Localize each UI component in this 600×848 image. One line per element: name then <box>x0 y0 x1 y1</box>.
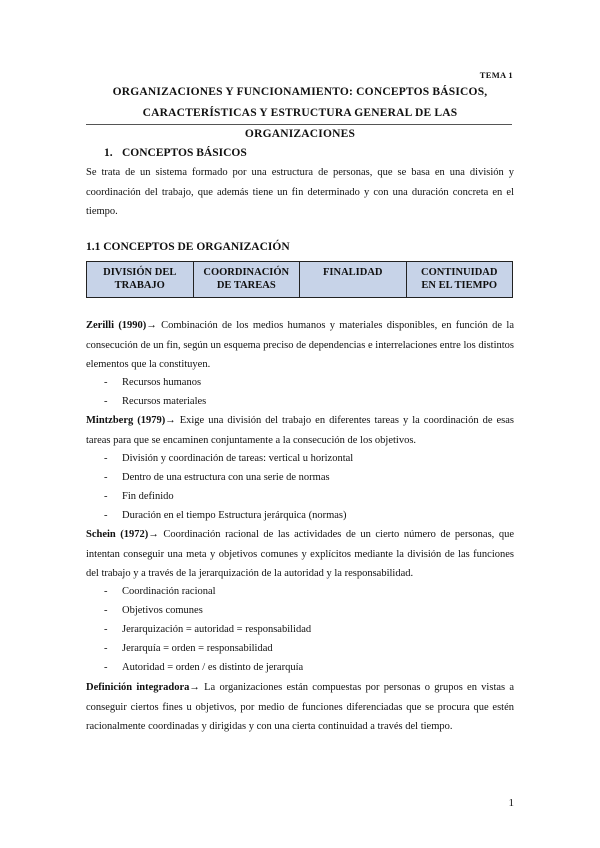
table-cell: CONTINUIDAD EN EL TIEMPO <box>406 262 513 298</box>
table-cell: DIVISIÓN DEL TRABAJO <box>87 262 194 298</box>
list-item: - Jerarquía = orden = responsabilidad <box>104 643 273 654</box>
section-title: CONCEPTOS BÁSICOS <box>122 147 247 159</box>
document-title <box>86 82 514 145</box>
definition-text: Exige una división del trabajo en diferentes tareas y la coordinación de esas tareas para que se encaminen conjuntamente a la consecución de los objetivos. <box>86 415 514 446</box>
page-number: 1 <box>508 797 514 809</box>
mintzberg-list <box>104 449 353 525</box>
author-name: Zerilli (1990) <box>86 320 147 331</box>
list-item: - Autoridad = orden / es distinto de jerarquía <box>104 662 304 673</box>
integradora-definition <box>86 678 514 737</box>
definition-text: Coordinación racional de las actividades de un cierto número de personas, que intentan conseguir una meta y objetivos comunes y explícitos mediante la división de las funciones del trabajo y a través de la jerarquización de la autoridad y la responsabilidad. <box>86 529 515 579</box>
schein-definition <box>86 525 514 584</box>
table-cell: FINALIDAD <box>300 262 407 298</box>
arrow-icon: → <box>148 529 159 540</box>
table-cell: COORDINACIÓN DE TAREAS <box>193 262 300 298</box>
zerilli-list <box>104 373 206 411</box>
author-name: Mintzberg (1979) <box>86 415 166 426</box>
section-heading-1 <box>104 147 247 159</box>
definition-text: La organizaciones están compuestas por personas o grupos en vistas a conseguir ciertos fines u objetivos, por medio de funciones diferenciadas que se procura que estén racionalmente coordinadas y dirigidas y con una cierta continuidad a través del tiempo. <box>86 682 515 732</box>
title-divider <box>86 124 512 125</box>
section-1-paragraph: Se trata de un sistema formado por una estructura de personas, que se basa en una división y coordinación del trabajo, que además tiene un fin determinado y con una duración concreta en el tiempo. <box>86 167 514 217</box>
section-number: 1. <box>104 147 113 159</box>
list-item: - Duración en el tiempo Estructura jerárquica (normas) <box>104 510 347 521</box>
arrow-icon: → <box>189 682 200 693</box>
arrow-icon: → <box>146 320 157 331</box>
concepts-table <box>86 261 513 298</box>
list-item: - División y coordinación de tareas: vertical u horizontal <box>104 453 354 464</box>
tema-label: TEMA 1 <box>479 70 513 80</box>
zerilli-definition <box>86 316 514 375</box>
list-item: - Jerarquización = autoridad = responsabilidad <box>104 624 312 635</box>
list-item: - Recursos humanos <box>104 377 202 388</box>
section-heading-1-1: 1.1 CONCEPTOS DE ORGANIZACIÓN <box>86 241 290 253</box>
list-item: - Dentro de una estructura con una serie de normas <box>104 472 330 483</box>
definition-text: Combinación de los medios humanos y materiales disponibles, en función de la consecución de un fin, según un esquema preciso de dependencias e interrelaciones entre los distintos elementos que la constituyen. <box>86 320 514 370</box>
schein-list <box>104 582 311 677</box>
author-name: Schein (1972) <box>86 529 149 540</box>
title-line-2: CARACTERÍSTICAS Y ESTRUCTURA GENERAL DE LAS ORGANIZACIONES <box>142 107 458 140</box>
list-item: - Recursos materiales <box>104 396 207 407</box>
title-line-1: ORGANIZACIONES Y FUNCIONAMIENTO: CONCEPTOS BÁSICOS, <box>112 86 488 98</box>
list-item: - Fin definido <box>104 491 174 502</box>
mintzberg-definition <box>86 411 514 450</box>
table-row <box>87 262 513 298</box>
list-item: - Objetivos comunes <box>104 605 203 616</box>
arrow-icon: → <box>165 415 176 426</box>
definition-label: Definición integradora <box>86 682 190 693</box>
list-item: - Coordinación racional <box>104 586 216 597</box>
